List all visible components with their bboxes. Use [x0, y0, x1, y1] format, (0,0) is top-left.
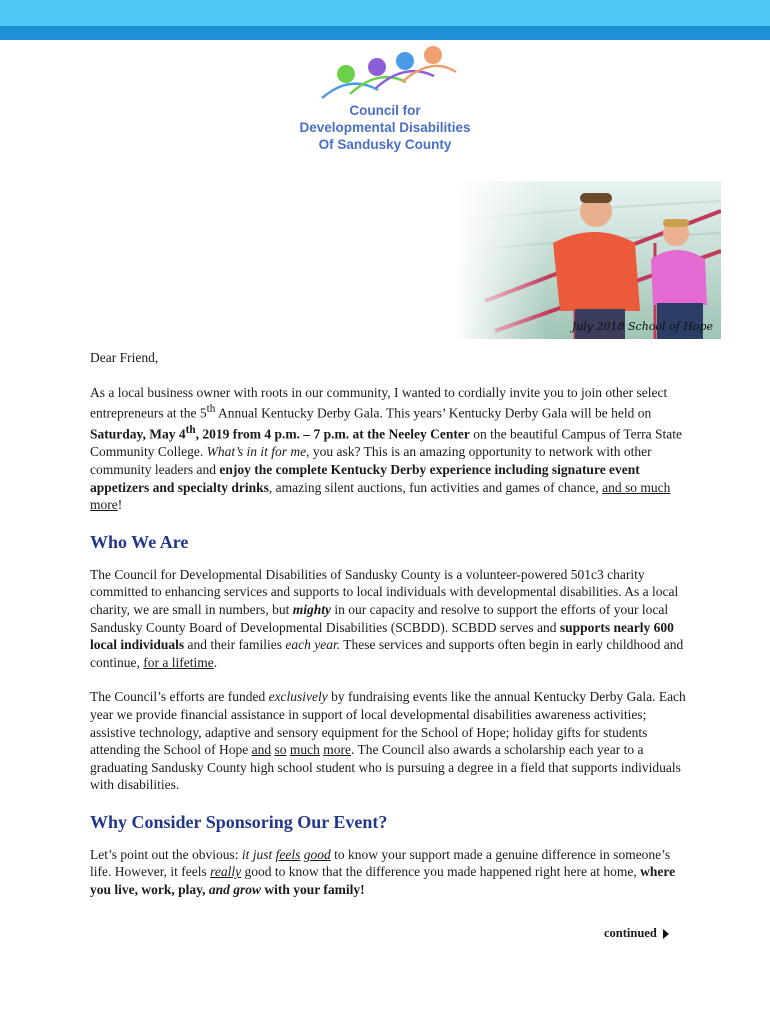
- why-sponsor-paragraph: Let’s point out the obvious: it just feels good to know your support made a genuine difference in someone’s life. However, it feels really good to know that the difference you made happened right here at home, where you live, work, play, and grow with your family!: [90, 846, 676, 898]
- salutation: Dear Friend,: [90, 350, 159, 365]
- continued-label: continued: [604, 926, 657, 940]
- heading-who-we-are: Who We Are: [90, 531, 189, 552]
- continued-indicator: [604, 926, 669, 941]
- funding-paragraph: The Council’s efforts are funded exclusively by fundraising events like the annual Kentucky Derby Gala. Each year we provide financial assistance in support of local developmental disabilities awareness activities; assistive technology, adaptive and sensory equipment for the School of Hope; holiday gifts for students attending the School of Hope and so much more. The Council also awards a scholarship each year to a graduating Sandusky County high school student who is pursuing a degree in a field that supports individuals with disabilities.: [90, 689, 686, 793]
- boat-photo-illustration: [455, 181, 721, 339]
- logo-line-1: Council for: [349, 103, 421, 118]
- people-arcs-icon: [310, 44, 460, 100]
- logo-line-2: Developmental Disabilities: [299, 120, 471, 135]
- letter-body: [90, 349, 690, 916]
- top-color-band: [0, 0, 770, 40]
- council-logo: [270, 44, 500, 153]
- top-color-stripe: [0, 26, 770, 40]
- logo-line-3: Of Sandusky County: [318, 137, 452, 152]
- heading-why-sponsor: Why Consider Sponsoring Our Event?: [90, 811, 388, 832]
- photo-caption: July 2018 School of Hope: [571, 320, 713, 333]
- school-of-hope-photo: [455, 181, 721, 339]
- who-we-are-paragraph: The Council for Developmental Disabilities of Sandusky County is a volunteer-powered 501c3 charity committed to enhancing services and supports to local individuals with developmental disabilities. As a local charity, we are small in numbers, but mighty in our capacity and resolve to support the efforts of your local Sandusky County Board of Developmental Disabilities (SCBDD). SCBDD serves and supports nearly 600 local individuals and their families each year. These services and supports often begin in early childhood and continue, for a lifetime.: [90, 566, 684, 670]
- triangle-right-icon: [663, 929, 669, 939]
- invitation-paragraph: As a local business owner with roots in our community, I wanted to cordially invite you to join other select entrepreneurs at the 5th Annual Kentucky Derby Gala. This years’ Kentucky Derby Gala will be held on Saturday, May 4th, 2019 from 4 p.m. – 7 p.m. at the Neeley Center on the beautiful Campus of Terra State Community College. What’s in it for me, you ask? This is an amazing opportunity to network with other community leaders and enjoy the complete Kentucky Derby experience including signature event appetizers and specialty drinks, amazing silent auctions, fun activities and games of chance, and so much more!: [90, 384, 682, 513]
